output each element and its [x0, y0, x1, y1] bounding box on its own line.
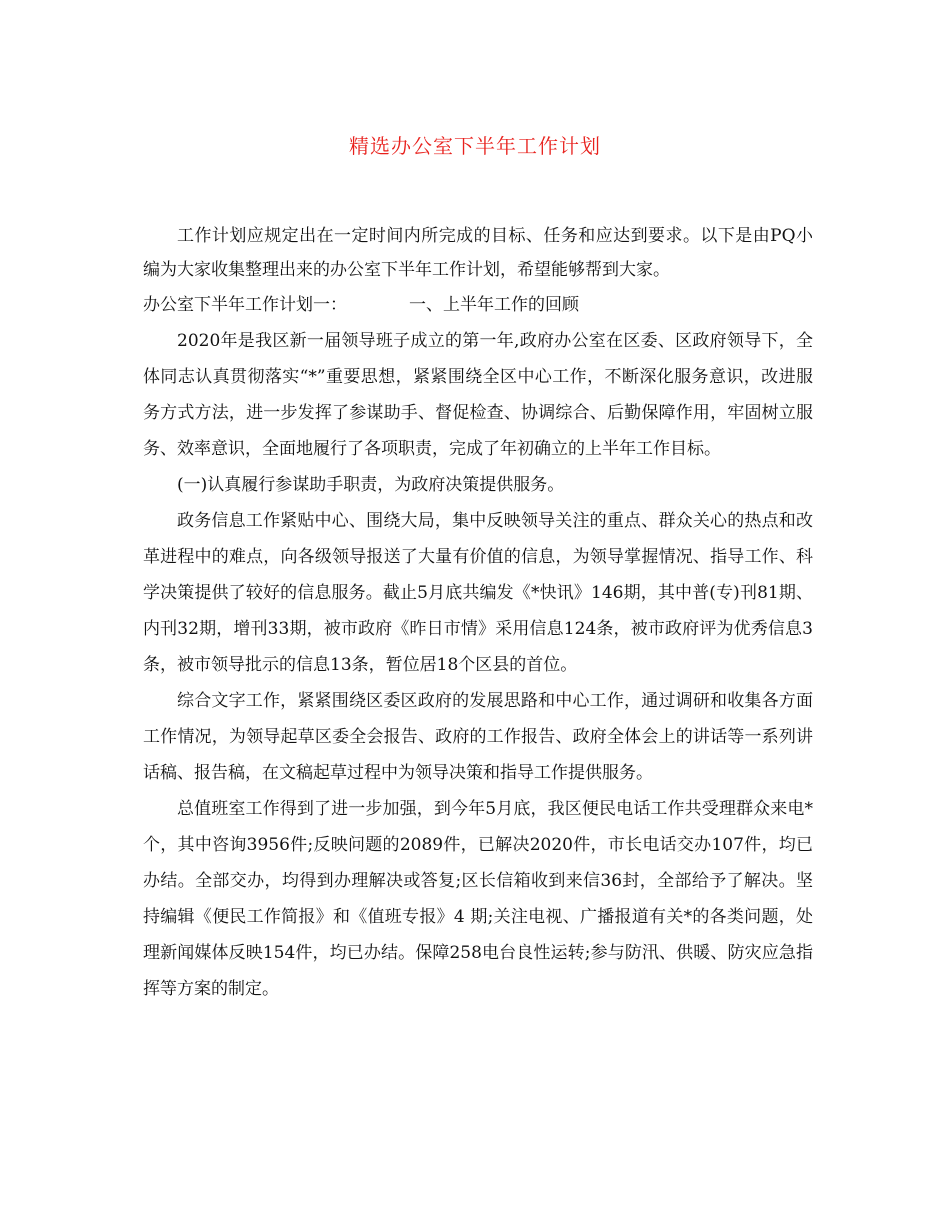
document-title: 精选办公室下半年工作计划: [349, 134, 601, 158]
body-paragraph: 2020年是我区新一届领导班子成立的第一年,政府办公室在区委、区政府领导下，全体同志认真贯彻落实“*”重要思想，紧紧围绕全区中心工作，不断深化服务意识，改进服务方式方法，进一步发挥了参谋助手、督促检查、协调综合、后勤保障作用，牢固树立服务、效率意识，全面地履行了各项职责，完成了年初确立的上半年工作目标。: [143, 331, 813, 459]
subsection-heading: (一)认真履行参谋助手职责，为政府决策提供服务。: [177, 475, 565, 495]
body-paragraph: 综合文字工作，紧紧围绕区委区政府的发展思路和中心工作，通过调研和收集各方面工作情况，为领导起草区委全会报告、政府的工作报告、政府全体会上的讲话等一系列讲话稿、报告稿，在文稿起草过程中为领导决策和指导工作提供服务。: [143, 691, 813, 783]
document-body: [143, 219, 813, 1007]
body-paragraph: 总值班室工作得到了进一步加强，到今年5月底，我区便民电话工作共受理群众来电*个，其中咨询3956件;反映问题的2089件，已解决2020件，市长电话交办107件，均已办结。全部交办，均得到办理解决或答复;区长信箱收到来信36封，全部给予了解决。坚持编辑《便民工作简报》和《值班专报》4 期;关注电视、广播报道有关*的各类问题，处理新闻媒体反映154件，均已办结。保障258电台良性运转;参与防汛、供暖、防灾应急指挥等方案的制定。: [143, 799, 813, 999]
intro-paragraph: 工作计划应规定出在一定时间内所完成的目标、任务和应达到要求。以下是由PQ小编为大家收集整理出来的办公室下半年工作计划，希望能够帮到大家。: [143, 226, 813, 280]
body-paragraph: 政务信息工作紧贴中心、围绕大局，集中反映领导关注的重点、群众关心的热点和改革进程中的难点，向各级领导报送了大量有价值的信息，为领导掌握情况、指导工作、科学决策提供了较好的信息服务。截止5月底共编发《*快讯》146期，其中普(专)刊81期、内刊32期，增刊33期，被市政府《昨日市情》采用信息124条，被市政府评为优秀信息3条，被市领导批示的信息13条，暂位居18个区县的首位。: [143, 511, 813, 675]
section-heading: 一、上半年工作的回顾: [409, 295, 579, 315]
plan-label: 办公室下半年工作计划一：: [143, 295, 347, 315]
plan-heading-line: [143, 287, 813, 323]
